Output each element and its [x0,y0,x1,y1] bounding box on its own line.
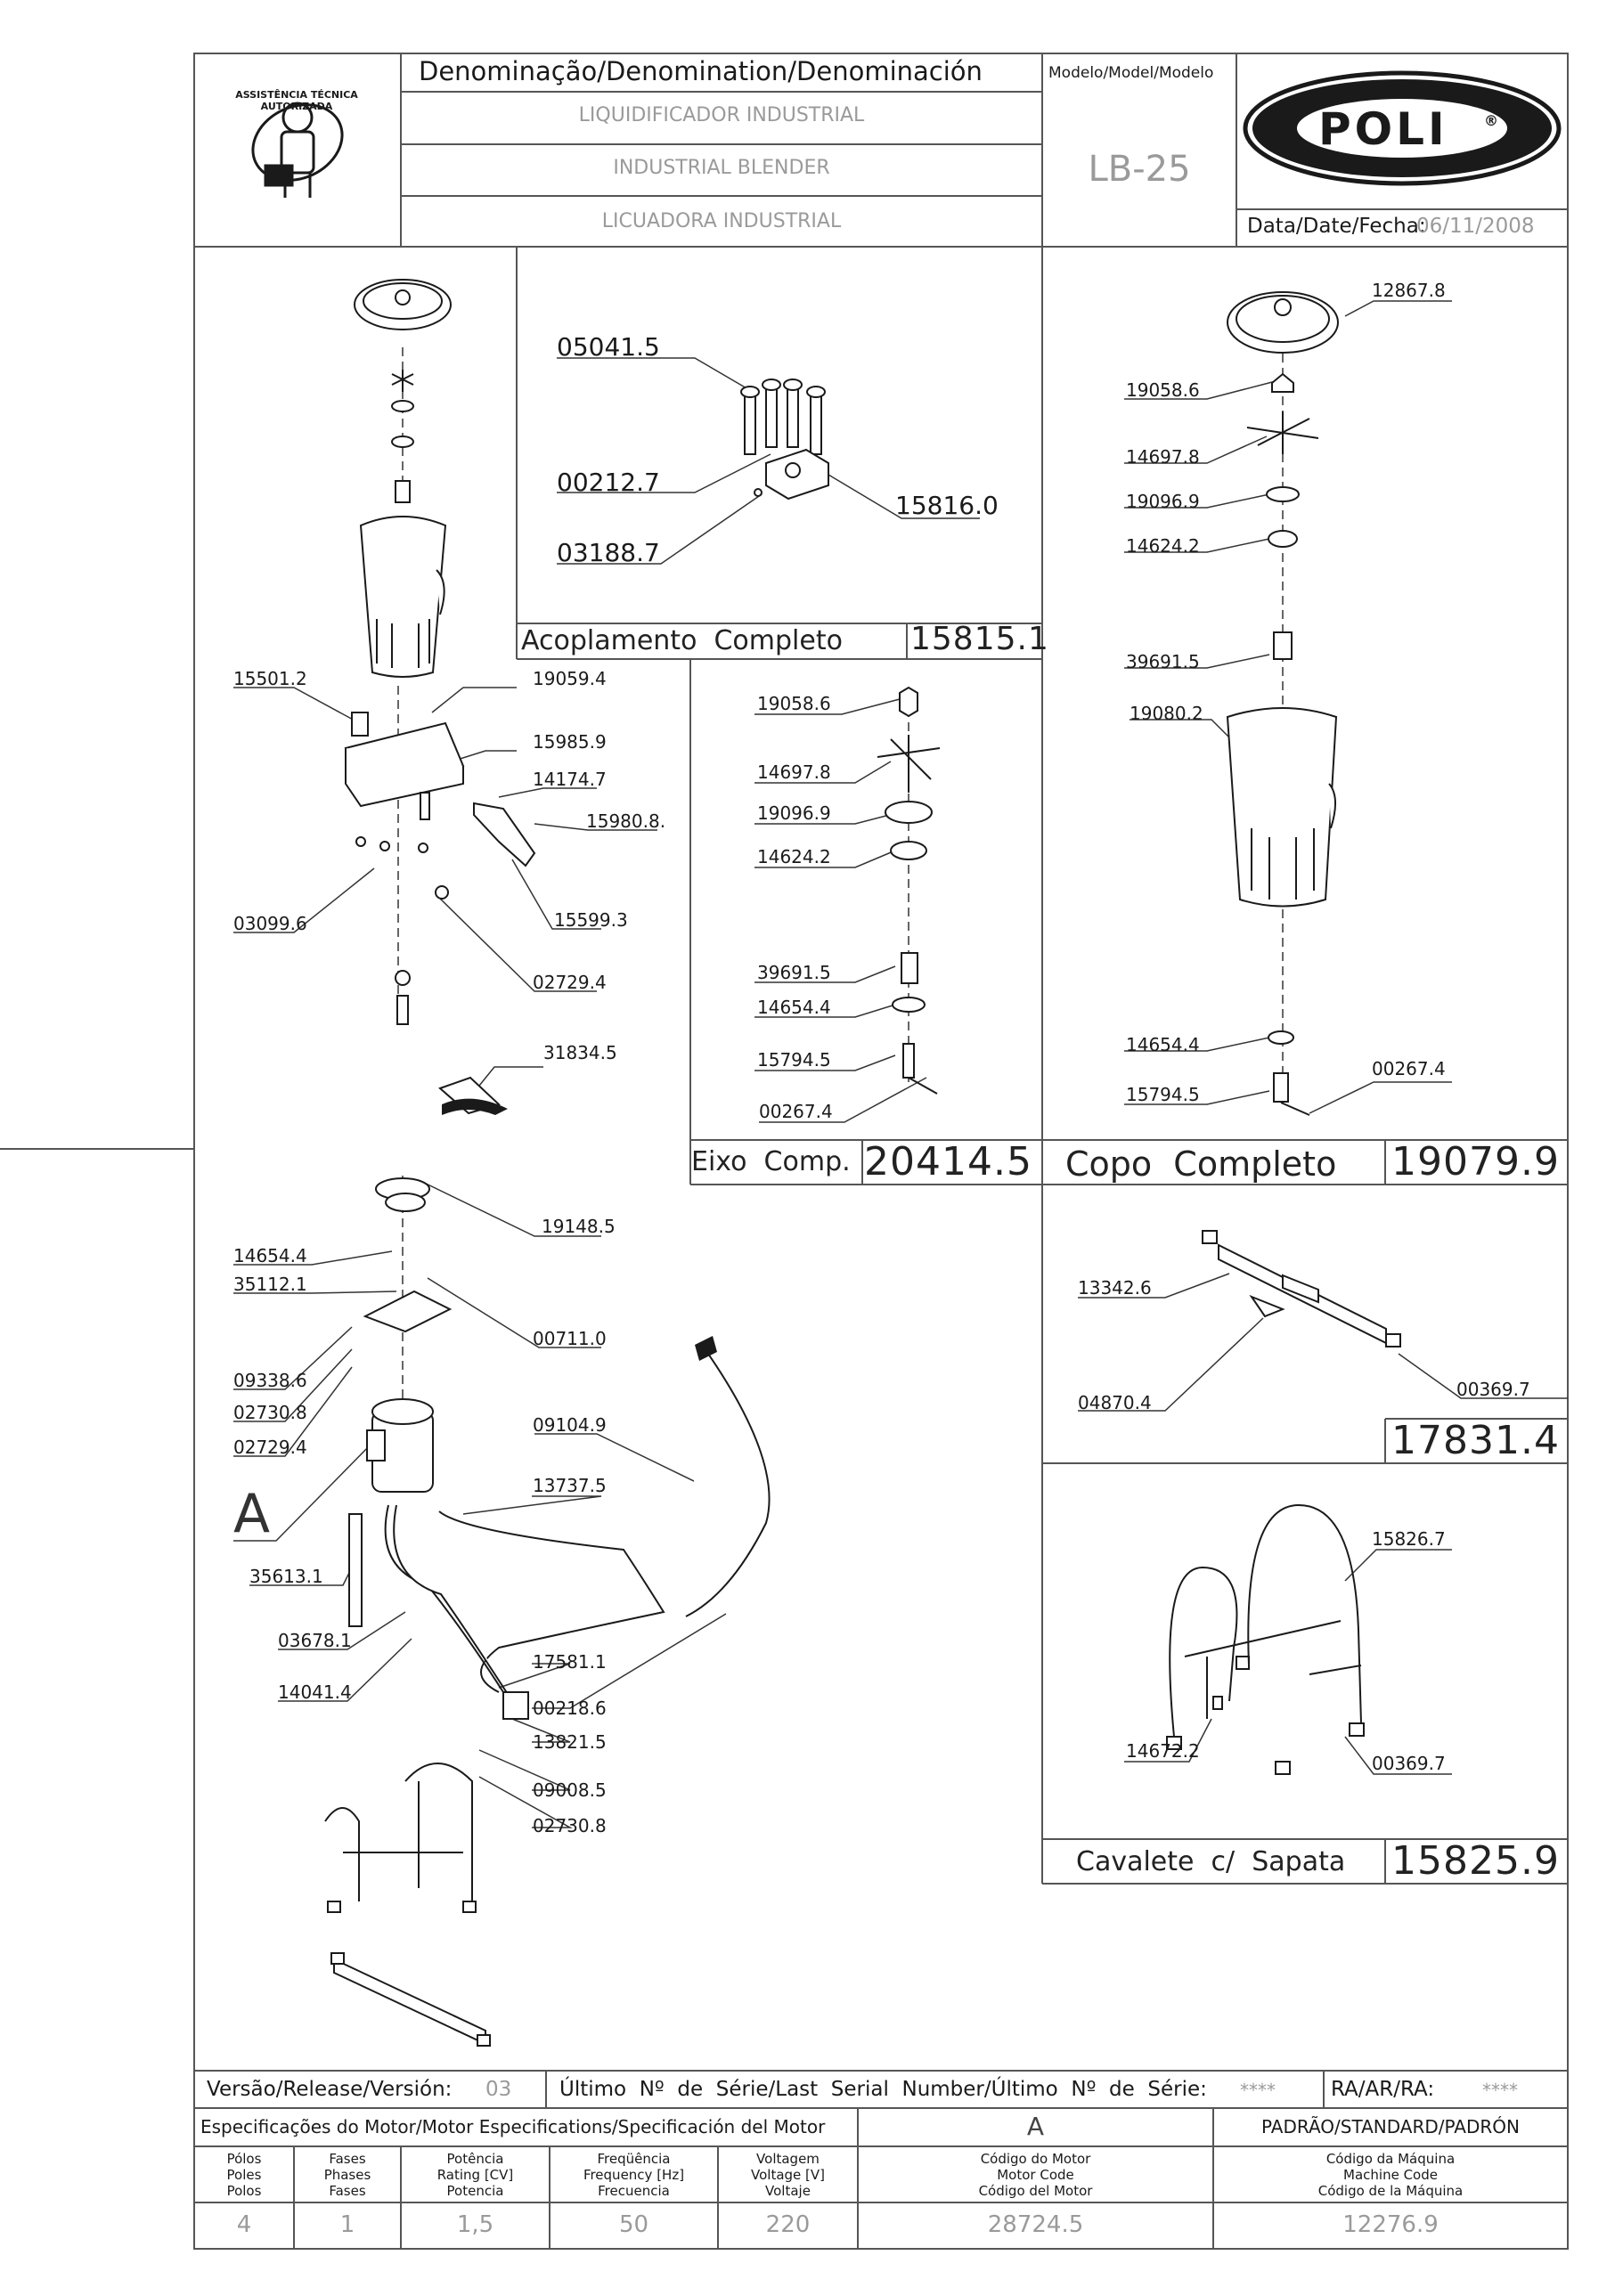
serial-label: Último Nº de Série/Last Serial Number/Último Nº de Série: [559,2078,1207,2101]
part-label: 15794.5 [757,1049,831,1071]
part-label: 39691.5 [757,962,831,983]
phases-value: 1 [339,2211,355,2238]
part-label: 14624.2 [1126,535,1200,557]
part-label: 15980.8. [586,810,666,832]
service-seal-text: ASSISTÊNCIA TÉCNICA AUTORIZADA [235,89,358,113]
part-label: 02730.8 [533,1815,607,1836]
part-label: 19058.6 [1126,379,1200,401]
part-label: 02730.8 [233,1402,307,1423]
coupling-title: Acoplamento Completo [521,625,843,656]
part-label: 19080.2 [1130,703,1203,724]
part-label: 02729.4 [233,1437,307,1458]
rating-value: 1,5 [456,2211,494,2238]
product-name-es: LICUADORA INDUSTRIAL [601,210,842,232]
cup-title: Copo Completo [1065,1144,1337,1184]
base-drawing [1203,1231,1400,1347]
part-label: 03099.6 [233,913,307,934]
model-number: LB-25 [1088,149,1191,190]
part-label: 00212.7 [557,468,660,497]
coupling-drawing [741,379,828,499]
date-label: Data/Date/Fecha: [1247,215,1426,238]
part-label: 12867.8 [1372,280,1446,301]
frequency-value: 50 [618,2211,649,2238]
part-label: 15794.5 [1126,1084,1200,1105]
motor-ref: A [1026,2112,1045,2141]
part-label: 19096.9 [757,802,831,824]
part-label: 14697.8 [1126,446,1200,468]
shaft-title: Eixo Comp. [691,1146,851,1177]
part-label: 04870.4 [1078,1392,1152,1413]
model-title: Modelo/Model/Modelo [1048,64,1214,82]
cup-code: 19079.9 [1391,1139,1560,1185]
part-label: 39691.5 [1126,651,1200,672]
part-label: 14654.4 [1126,1034,1200,1055]
motor-code-value: 28724.5 [987,2211,1084,2238]
part-label: 14654.4 [233,1245,307,1266]
part-label: 03188.7 [557,538,660,567]
rating-header: Potência Rating [CV] Potencia [436,2151,514,2199]
denomination-title: Denominação/Denomination/Denominación [419,56,983,86]
part-label: 13821.5 [533,1731,607,1753]
part-label: 09104.9 [533,1414,607,1436]
coupling-code: 15815.1 [910,621,1049,657]
part-label: 15599.3 [554,909,628,931]
stand-code: 15825.9 [1391,1838,1560,1884]
motor-reference-label: A [233,1483,271,1545]
part-label: 13737.5 [533,1475,607,1496]
part-label: 00267.4 [759,1101,833,1122]
part-label: 19059.4 [533,668,607,689]
part-label: 15826.7 [1372,1528,1446,1550]
machine-code-header: Código da Máquina Machine Code Código de la Máquina [1317,2151,1464,2199]
part-label: 05041.5 [557,332,660,362]
part-label: 19058.6 [757,693,831,714]
shaft-code: 20414.5 [864,1139,1032,1185]
poli-logo-text: POLI [1318,103,1448,155]
voltage-value: 220 [765,2211,811,2238]
ra-label: RA/AR/RA: [1331,2078,1435,2101]
part-label: 00267.4 [1372,1058,1446,1079]
part-label: 00711.0 [533,1328,607,1349]
part-label: 14672.2 [1126,1740,1200,1762]
part-label: 09338.6 [233,1370,307,1391]
part-label: 15985.9 [533,731,607,753]
version-label: Versão/Release/Versión: [207,2078,453,2101]
part-label: 15501.2 [233,668,307,689]
part-label: 14041.4 [278,1681,352,1703]
base-code: 17831.4 [1391,1418,1560,1463]
serial-value: **** [1240,2080,1276,2101]
stand-title: Cavalete c/ Sapata [1076,1846,1346,1877]
motor-code-header: Código do Motor Motor Code Código del Motor [978,2151,1093,2199]
poles-header: Pólos Poles Polos [226,2151,262,2199]
part-label: 00369.7 [1372,1753,1446,1774]
part-label: 17581.1 [533,1651,607,1673]
voltage-header: Voltagem Voltage [V] Voltaje [751,2151,825,2199]
frequency-header: Freqüência Frequency [Hz] Frecuencia [583,2151,685,2199]
part-label: 00369.7 [1456,1379,1530,1400]
standard-label: PADRÃO/STANDARD/PADRÓN [1261,2116,1520,2137]
part-label: 19148.5 [542,1216,616,1237]
part-label: 14624.2 [757,846,831,867]
phases-header: Fases Phases Fases [323,2151,371,2199]
part-label: 02729.4 [533,972,607,993]
stand-drawing [1167,1505,1364,1774]
part-label: 14654.4 [757,997,831,1018]
part-label: 13342.6 [1078,1277,1152,1299]
product-name-en: INDUSTRIAL BLENDER [613,157,830,179]
poli-registered-mark: ® [1484,112,1498,129]
date-value: 06/11/2008 [1416,215,1535,238]
part-label: 35112.1 [233,1274,307,1295]
motor-spec-label: Especificações do Motor/Motor Especifications/Specificación del Motor [200,2116,826,2137]
part-label: 00218.6 [533,1698,607,1719]
poles-value: 4 [236,2211,252,2238]
part-label: 15816.0 [895,491,999,520]
part-label: 03678.1 [278,1630,352,1651]
part-label: 09008.5 [533,1779,607,1801]
ra-value: **** [1482,2080,1518,2101]
part-label: 14697.8 [757,761,831,783]
product-name-pt: LIQUIDIFICADOR INDUSTRIAL [578,104,865,126]
part-label: 19096.9 [1126,491,1200,512]
part-label: 31834.5 [543,1042,617,1063]
shaft-drawing [877,688,940,1094]
version-value: 03 [485,2078,512,2101]
part-label: 35613.1 [249,1566,323,1587]
part-label: 14174.7 [533,769,607,790]
machine-code-value: 12276.9 [1342,2211,1439,2238]
